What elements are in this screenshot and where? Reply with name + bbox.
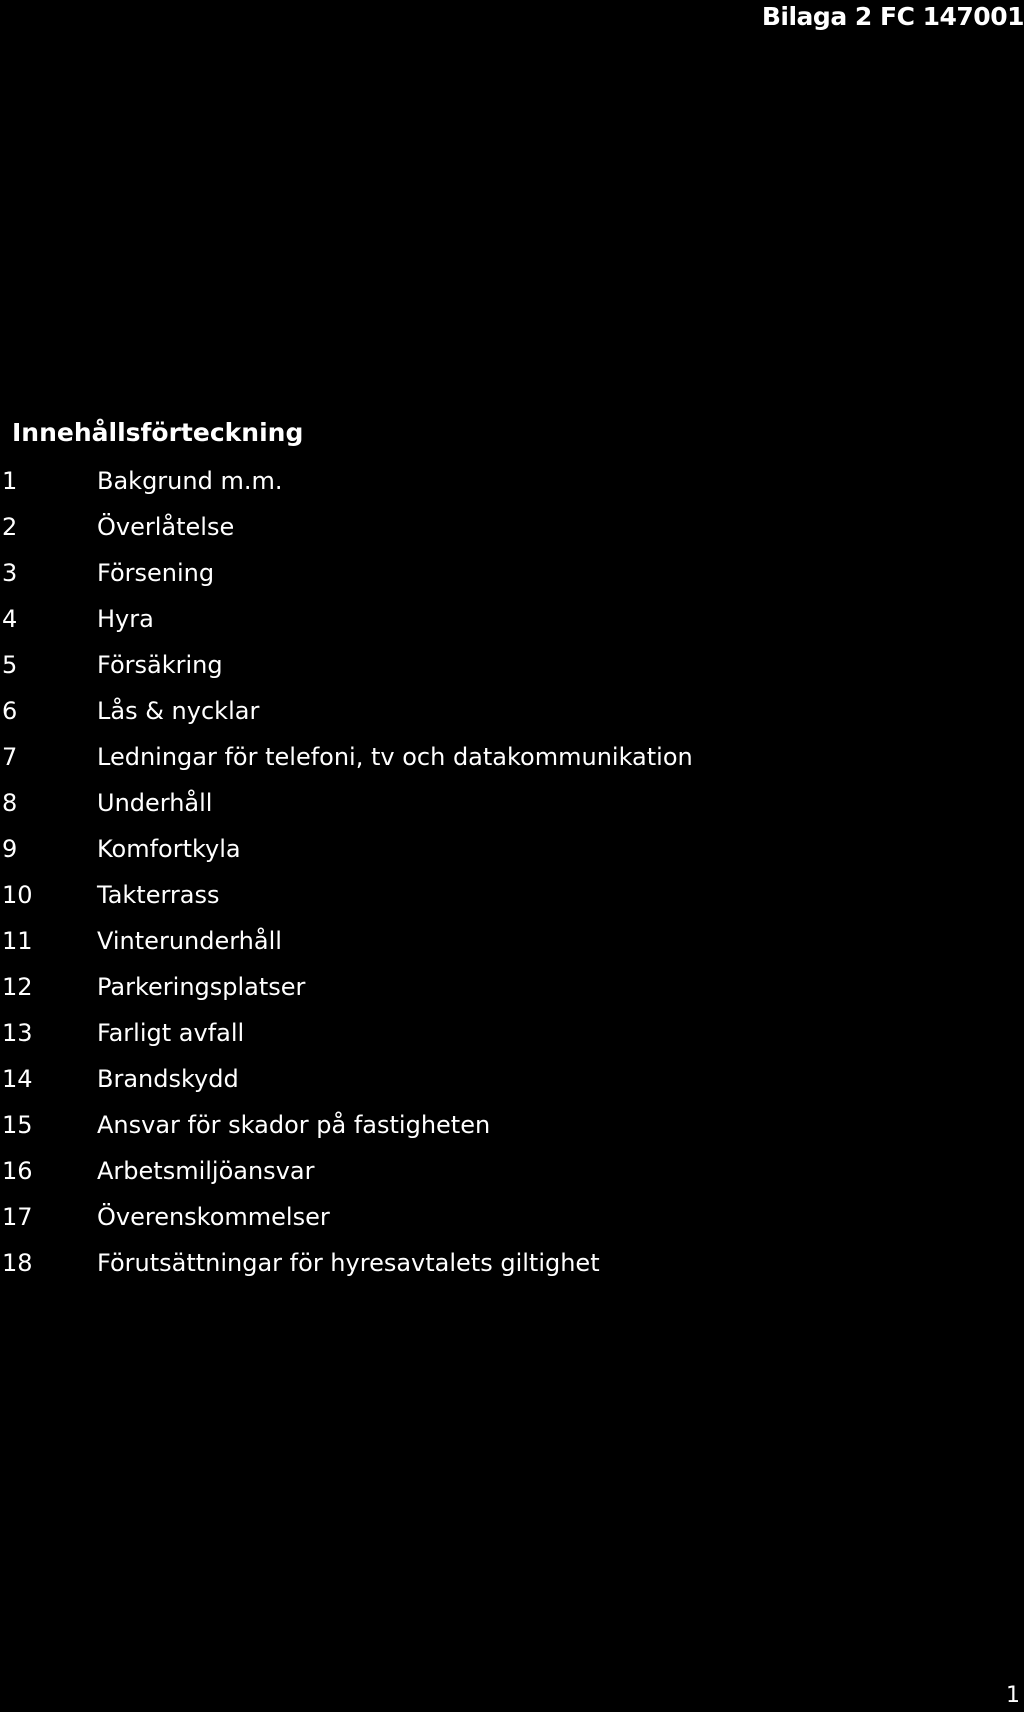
- toc-item-number: 18: [2, 1249, 33, 1277]
- toc-item: [0, 510, 1024, 556]
- toc-item-label: Brandskydd: [97, 1065, 239, 1093]
- toc-item-label: Farligt avfall: [97, 1019, 245, 1047]
- toc-item: [0, 694, 1024, 740]
- toc-item-number: 2: [2, 513, 18, 541]
- toc-item: [0, 1154, 1024, 1200]
- toc-item-number: 4: [2, 605, 18, 633]
- toc-item-label: Försening: [97, 559, 215, 587]
- toc-item-label: Arbetsmiljöansvar: [97, 1157, 315, 1185]
- toc-item-label: Takterrass: [97, 881, 220, 909]
- toc-item-number: 16: [2, 1157, 33, 1185]
- toc-item-label: Underhåll: [97, 789, 213, 817]
- toc-item-number: 6: [2, 697, 18, 725]
- toc-item-label: Bakgrund m.m.: [97, 467, 283, 495]
- toc-item-label: Komfortkyla: [97, 835, 241, 863]
- toc-item-number: 11: [2, 927, 33, 955]
- toc-item-label: Parkeringsplatser: [97, 973, 306, 1001]
- toc-item: [0, 1016, 1024, 1062]
- toc-item-number: 14: [2, 1065, 33, 1093]
- toc-title: Innehållsförteckning: [12, 418, 304, 447]
- toc-item: [0, 924, 1024, 970]
- toc-item-label: Överlåtelse: [97, 513, 235, 541]
- toc-item-label: Förutsättningar för hyresavtalets giltighet: [97, 1249, 600, 1277]
- toc-item-label: Försäkring: [97, 651, 223, 679]
- toc-item-number: 15: [2, 1111, 33, 1139]
- toc-item-number: 8: [2, 789, 18, 817]
- toc-item-number: 9: [2, 835, 18, 863]
- toc-item-number: 13: [2, 1019, 33, 1047]
- toc-item-number: 5: [2, 651, 18, 679]
- toc-item-number: 1: [2, 467, 18, 495]
- toc-item-number: 7: [2, 743, 18, 771]
- toc-list: [0, 464, 1024, 1292]
- toc-item: [0, 740, 1024, 786]
- toc-item-number: 10: [2, 881, 33, 909]
- toc-item: [0, 1246, 1024, 1292]
- document-reference: Bilaga 2 FC 147001: [761, 2, 1024, 31]
- toc-item: [0, 648, 1024, 694]
- toc-item-label: Lås & nycklar: [97, 697, 260, 725]
- toc-item-label: Vinterunderhåll: [97, 927, 282, 955]
- page-number: 1: [1006, 1683, 1020, 1708]
- toc-item-label: Överenskommelser: [97, 1203, 330, 1231]
- toc-item-number: 12: [2, 973, 33, 1001]
- toc-item: [0, 878, 1024, 924]
- toc-item-label: Ansvar för skador på fastigheten: [97, 1111, 491, 1139]
- toc-item: [0, 970, 1024, 1016]
- toc-item: [0, 1108, 1024, 1154]
- toc-item: [0, 464, 1024, 510]
- toc-item-number: 17: [2, 1203, 33, 1231]
- toc-item: [0, 1200, 1024, 1246]
- toc-item-label: Ledningar för telefoni, tv och datakommunikation: [97, 743, 693, 771]
- toc-item: [0, 602, 1024, 648]
- toc-item-label: Hyra: [97, 605, 154, 633]
- toc-item: [0, 556, 1024, 602]
- toc-item-number: 3: [2, 559, 18, 587]
- toc-item: [0, 1062, 1024, 1108]
- toc-item: [0, 786, 1024, 832]
- toc-item: [0, 832, 1024, 878]
